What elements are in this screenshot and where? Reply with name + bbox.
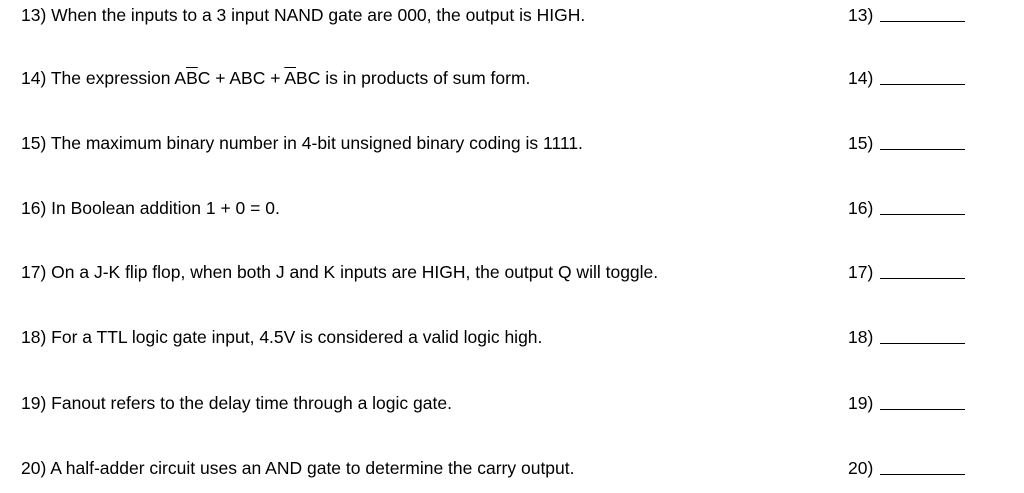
question-text: 20) A half-adder circuit uses an AND gate to determine the carry output. <box>21 458 575 478</box>
answer-blank[interactable] <box>880 149 965 150</box>
answer-label: 13) <box>848 5 874 25</box>
question-text: 18) For a TTL logic gate input, 4.5V is considered a valid logic high. <box>21 327 543 347</box>
answer-blank[interactable] <box>880 21 965 22</box>
answer-blank[interactable] <box>880 409 965 410</box>
text-part: BC is in products of sum form. <box>296 68 531 88</box>
answer-blank[interactable] <box>880 214 965 215</box>
question-16 <box>0 193 1024 223</box>
question-20 <box>0 453 1024 483</box>
question-19 <box>0 388 1024 418</box>
question-text: 16) In Boolean addition 1 + 0 = 0. <box>21 198 280 218</box>
answer-blank[interactable] <box>880 278 965 279</box>
question-18 <box>0 322 1024 352</box>
overbar-variable: $\overline{B}$ <box>186 68 198 88</box>
answer-label: 15) <box>848 133 874 153</box>
question-text: 17) On a J-K flip flop, when both J and K inputs are HIGH, the output Q will toggle. <box>21 262 659 282</box>
answer-label: 19) <box>848 393 874 413</box>
answer-label: 16) <box>848 198 874 218</box>
answer-label: 20) <box>848 458 874 478</box>
question-text: 13) When the inputs to a 3 input NAND gate are 000, the output is HIGH. <box>21 5 586 25</box>
text-part: 14) The expression A <box>21 68 187 88</box>
question-14 <box>0 63 1024 93</box>
answer-label: 18) <box>848 327 874 347</box>
question-15 <box>0 128 1024 158</box>
question-text: 19) Fanout refers to the delay time through a logic gate. <box>21 393 452 413</box>
question-text: 15) The maximum binary number in 4-bit unsigned binary coding is 1111. <box>21 133 583 153</box>
answer-blank[interactable] <box>880 84 965 85</box>
answer-blank[interactable] <box>880 474 965 475</box>
overbar-variable: $\overline{A}$ <box>284 68 297 88</box>
answer-label: 14) <box>848 68 874 88</box>
question-13 <box>0 0 1024 30</box>
answer-blank[interactable] <box>880 343 965 344</box>
answer-label: 17) <box>848 262 874 282</box>
question-text <box>21 63 530 93</box>
text-part: C + ABC + <box>197 68 285 88</box>
question-17 <box>0 257 1024 287</box>
